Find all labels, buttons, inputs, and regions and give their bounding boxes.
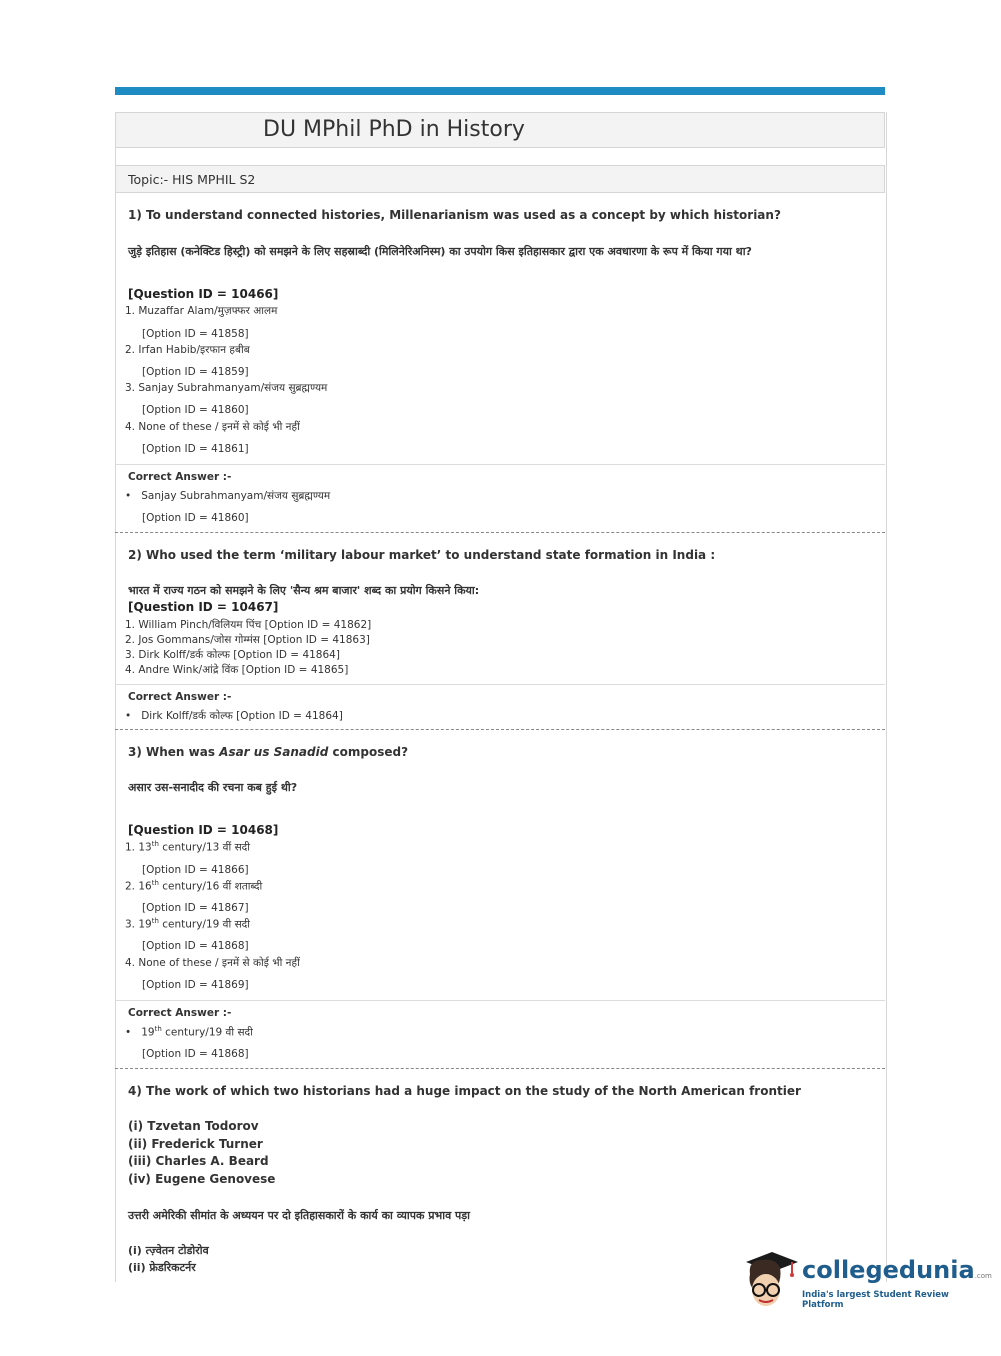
divider	[115, 1000, 885, 1001]
q3-option-2: 2. 16th century/16 वीं शताब्दी	[125, 879, 263, 893]
question-3-text: 3) When was Asar us Sanadid composed?	[128, 745, 409, 759]
q4-item-3: (iii) Charles A. Beard	[128, 1154, 269, 1168]
title-box	[115, 112, 885, 148]
question-3-id: [Question ID = 10468]	[128, 823, 279, 837]
question-1-text: 1) To understand connected histories, Millenarianism was used as a concept by which historian?	[128, 208, 781, 222]
q3-option-4: 4. None of these / इनमें से कोई भी नहीं	[125, 957, 300, 969]
topic-box	[115, 165, 885, 193]
question-4-hindi: उत्तरी अमेरिकी सीमांत के अध्ययन पर दो इतिहासकारों के कार्य का व्यापक प्रभाव पड़ा	[128, 1209, 470, 1222]
q2-correct-answer: • Dirk Kolff/डर्क कोल्फ [Option ID = 41864]	[125, 710, 343, 722]
q4-item-1: (i) Tzvetan Todorov	[128, 1119, 259, 1133]
q2-option-3: 3. Dirk Kolff/डर्क कोल्फ [Option ID = 41864]	[125, 649, 340, 661]
q1-correct-option-id: [Option ID = 41860]	[142, 512, 249, 524]
question-separator	[115, 729, 885, 730]
q1-option-4: 4. None of these / इनमें से कोई भी नहीं	[125, 421, 300, 433]
q4-item-2: (ii) Frederick Turner	[128, 1137, 263, 1151]
q1-option-1: 1. Muzaffar Alam/मुज़फ्फर आलम	[125, 305, 278, 317]
q3-option-4-id: [Option ID = 41869]	[142, 979, 249, 991]
q3-option-3: 3. 19th century/19 वी सदी	[125, 917, 250, 931]
top-accent-bar	[115, 87, 885, 95]
question-1-id: [Question ID = 10466]	[128, 287, 279, 301]
mascot-icon	[742, 1250, 800, 1316]
q1-correct-label: Correct Answer :-	[128, 471, 232, 483]
q3-option-2-id: [Option ID = 41867]	[142, 902, 249, 914]
q4-item-4: (iv) Eugene Genovese	[128, 1172, 276, 1186]
q1-option-2: 2. Irfan Habib/इरफान हबीब	[125, 344, 250, 356]
q2-option-1: 1. William Pinch/विलियम पिंच [Option ID = 41862]	[125, 619, 372, 631]
question-1-hindi: जुड़े इतिहास (कनेक्टिड हिस्ट्री) को समझने के लिए सहस्राब्दी (मिलिनेरिअनिस्म) का उपयोग किस इतिहासकार द्वारा एक अवधारणा के रूप में किया गया था?	[128, 245, 752, 258]
question-separator	[115, 1068, 885, 1069]
q4-hindi-item-2: (ii) फ्रेडरिकटर्नर	[128, 1261, 196, 1274]
q1-correct-answer: • Sanjay Subrahmanyam/संजय सुब्रह्मण्यम	[125, 490, 331, 502]
q3-option-1: 1. 13th century/13 वीं सदी	[125, 840, 250, 854]
question-2-text: 2) Who used the term ‘military labour market’ to understand state formation in India :	[128, 548, 716, 562]
brand-tagline: India's largest Student Review Platform	[802, 1290, 949, 1310]
brand-name: collegedunia.com	[802, 1256, 992, 1284]
q3-correct-label: Correct Answer :-	[128, 1007, 232, 1019]
q1-option-3-id: [Option ID = 41860]	[142, 404, 249, 416]
question-3-hindi: असार उस-सनादीद की रचना कब हुई थी?	[128, 781, 298, 794]
question-separator	[115, 532, 885, 533]
q3-correct-answer: • 19th century/19 वी सदी	[125, 1025, 253, 1039]
collegedunia-logo	[742, 1250, 992, 1316]
divider	[115, 464, 885, 465]
q2-option-2: 2. Jos Gommans/जोस गोम्मंस [Option ID = 41863]	[125, 634, 370, 646]
q1-option-1-id: [Option ID = 41858]	[142, 328, 249, 340]
q3-correct-option-id: [Option ID = 41868]	[142, 1048, 249, 1060]
question-4-text: 4) The work of which two historians had a huge impact on the study of the North American frontier	[128, 1084, 801, 1098]
q3-option-1-id: [Option ID = 41866]	[142, 864, 249, 876]
q1-option-3: 3. Sanjay Subrahmanyam/संजय सुब्रह्मण्यम	[125, 382, 328, 394]
q1-option-2-id: [Option ID = 41859]	[142, 366, 249, 378]
q4-hindi-item-1: (i) त्ज़्वेतन टोडोरोव	[128, 1244, 209, 1257]
question-2-id: [Question ID = 10467]	[128, 600, 279, 614]
topic-label: Topic:- HIS MPHIL S2	[128, 172, 256, 187]
q3-option-3-id: [Option ID = 41868]	[142, 940, 249, 952]
q2-option-4: 4. Andre Wink/आंद्रे विंक [Option ID = 41865]	[125, 664, 349, 676]
page-title: DU MPhil PhD in History	[263, 117, 525, 142]
q1-option-4-id: [Option ID = 41861]	[142, 443, 249, 455]
question-2-hindi: भारत में राज्य गठन को समझने के लिए 'सैन्य श्रम बाजार' शब्द का प्रयोग किसने किया:	[128, 584, 480, 597]
divider	[115, 684, 885, 685]
q2-correct-label: Correct Answer :-	[128, 691, 232, 703]
